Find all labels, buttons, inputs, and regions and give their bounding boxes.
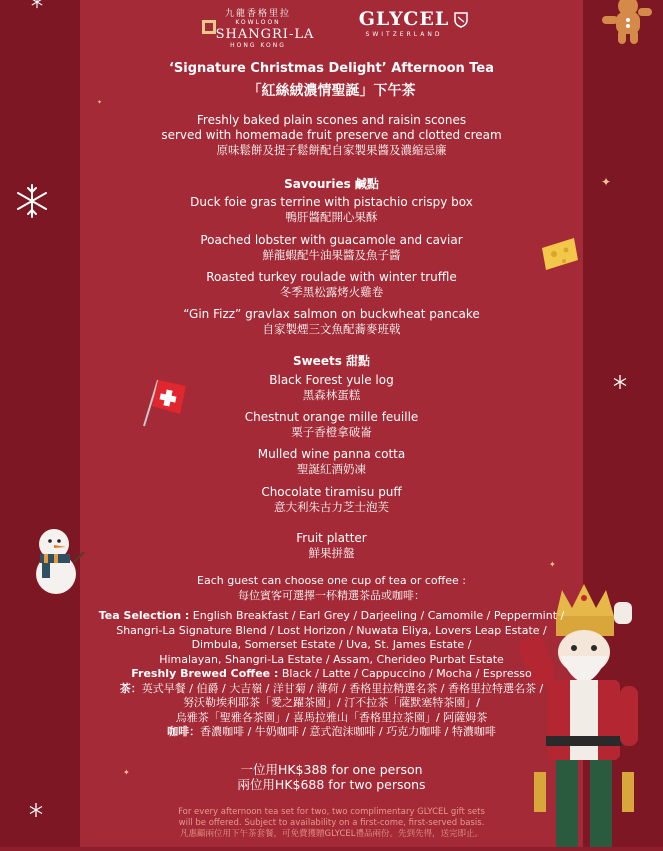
- glycel-switzerland: SWITZERLAND: [365, 31, 443, 38]
- coffee-selection-list: Black / Latte / Cappuccino / Mocha / Espresso: [278, 667, 532, 680]
- snowman-icon: [28, 524, 86, 600]
- snowflake-small-icon: [612, 374, 628, 394]
- savouries-heading: Savouries 鹹點: [284, 177, 379, 191]
- beverage-choice-note: [80, 574, 583, 603]
- sweet-item-chinese: 栗子香橙拿破崙: [291, 425, 372, 439]
- tea-selection-list: Dimbula, Somerset Estate / Uva, St. James Estate /: [191, 638, 472, 651]
- savoury-item: [80, 307, 583, 337]
- shangri-la-logo: [198, 6, 318, 49]
- sparkle-icon: ✦: [601, 175, 612, 189]
- price-info: [80, 762, 583, 792]
- gift-set-note-english-1: For every afternoon tea set for two, two complimentary GLYCEL gift sets: [178, 807, 485, 817]
- sweet-item: [80, 447, 583, 477]
- sweet-item-name: Mulled wine panna cotta: [257, 447, 406, 461]
- snowflake-top-icon: [30, 0, 44, 13]
- shangri-la-name: SHANGRI-LA: [215, 27, 315, 42]
- sweet-item: [80, 485, 583, 515]
- coffee-chinese-list: 香濃咖啡 / 牛奶咖啡 / 意式泡沫咖啡 / 巧克力咖啡 / 特濃咖啡: [200, 725, 496, 738]
- sweet-item: [80, 373, 583, 403]
- glycel-shield-icon: [454, 12, 468, 28]
- scones-line-2: served with homemade fruit preserve and clotted cream: [161, 128, 502, 142]
- gift-set-note: [80, 807, 583, 840]
- savoury-item-name: Duck foie gras terrine with pistachio crispy box: [190, 195, 473, 209]
- savoury-item: [80, 233, 583, 263]
- tea-selection-label: Tea Selection :: [98, 609, 190, 622]
- beverage-choice-english: Each guest can choose one cup of tea or coffee :: [197, 574, 466, 587]
- sweet-item-name: Chestnut orange mille feuille: [244, 410, 419, 424]
- coffee-chinese-label: 咖啡：: [167, 725, 201, 738]
- beverage-choice-chinese: 每位賓客可選擇一杯精選茶品或咖啡：: [238, 588, 425, 602]
- savoury-item-name: “Gin Fizz” gravlax salmon on buckwheat pancake: [183, 307, 480, 321]
- savoury-item: [80, 195, 583, 225]
- savoury-item-chinese: 冬季黑松露烤火雞卷: [279, 285, 384, 299]
- sweet-item-chinese: 黑森林蛋糕: [302, 388, 361, 402]
- savoury-item-chinese: 鮮龍蝦配牛油果醬及魚子醬: [262, 248, 401, 262]
- savoury-item-name: Poached lobster with guacamole and caviar: [200, 233, 463, 247]
- tea-chinese-list: 烏雅茶「聖雅各茶園」/ 喜馬拉雅山「香格里拉茶園」/ 阿薩姆茶: [175, 710, 488, 724]
- tea-chinese-list: 英式早餐 / 伯爵 / 大吉嶺 / 洋甘菊 / 薄荷 / 香格里拉精選名茶 / 香格里拉特選名茶 /: [141, 681, 544, 695]
- sweet-item: [80, 410, 583, 440]
- glycel-name: GLYCEL: [358, 8, 450, 30]
- menu-title-chinese: 「紅絲絨濃情聖誕」下午茶: [247, 83, 416, 99]
- scones-line-1: Freshly baked plain scones and raisin scones: [196, 113, 467, 127]
- tea-chinese-label: 茶：: [119, 681, 142, 695]
- price-one-person: 一位用HK$388 for one person: [240, 762, 423, 777]
- snowflake-bottom-icon: [28, 802, 44, 822]
- sweet-item-name: Black Forest yule log: [269, 373, 394, 387]
- shangri-la-chinese-name: 九龍香格里拉: [224, 9, 291, 19]
- price-two-persons: 兩位用HK$688 for two persons: [237, 777, 426, 792]
- savoury-item-chinese: 自家製煙三文魚配蕎麥班戟: [262, 322, 401, 336]
- menu-title-english: ‘Signature Christmas Delight’ Afternoon Tea: [168, 61, 495, 76]
- sweets-heading: Sweets 甜點: [292, 354, 371, 368]
- sparkle-icon: ✦: [549, 560, 556, 569]
- sweet-item-chinese: 鮮果拼盤: [308, 546, 355, 560]
- gingerbread-man-icon: [598, 0, 654, 50]
- savoury-item-chinese: 鴨肝醬配開心果酥: [285, 210, 378, 224]
- sparkle-icon: ✦: [97, 99, 103, 106]
- sweet-item: [80, 531, 583, 561]
- sweet-item-chinese: 聖誕紅酒奶凍: [297, 462, 366, 476]
- scones-chinese: 原味鬆餅及提子鬆餅配自家製果醬及濃縮忌廉: [216, 143, 447, 157]
- tea-coffee-selection: [80, 609, 583, 740]
- tea-chinese-list: 努沃勒埃利耶茶「愛之躍茶園」/ 汀不拉茶「薩默塞特茶園」/: [183, 696, 480, 709]
- scones-description: [80, 113, 583, 158]
- brand-logos: [80, 6, 583, 50]
- background-left: [0, 0, 80, 847]
- sweet-item-name: Fruit platter: [296, 531, 367, 545]
- coffee-selection-label: Freshly Brewed Coffee :: [131, 667, 279, 680]
- glycel-logo: [342, 8, 466, 38]
- savoury-item-name: Roasted turkey roulade with winter truffle: [206, 270, 457, 284]
- sparkle-icon: ✦: [123, 768, 130, 777]
- savoury-item: [80, 270, 583, 300]
- gift-set-note-chinese: 凡惠顧兩位用下午茶套餐，可免費獲贈GLYCEL禮品兩份。先到先得，送完即止。: [180, 829, 483, 839]
- sweet-item-chinese: 意大利朱古力芝士泡芙: [274, 500, 389, 514]
- tea-selection-list: English Breakfast / Earl Grey / Darjeeling / Camomile / Peppermint /: [189, 609, 565, 622]
- gift-set-note-english-2: will be offered. Subject to availability on a first-come, first-served basis.: [178, 818, 485, 828]
- snowflake-icon: [14, 183, 50, 223]
- sweet-item-name: Chocolate tiramisu puff: [261, 485, 402, 499]
- tea-selection-list: Himalayan, Shangri-La Estate / Assam, Cherideo Purbat Estate: [159, 652, 504, 666]
- shangri-la-kowloon: KOWLOON: [235, 19, 281, 26]
- tea-selection-list: Shangri-La Signature Blend / Lost Horizon / Nuwata Eliya, Lovers Leap Estate /: [116, 623, 547, 637]
- shangri-la-hong-kong: HONG KONG: [230, 42, 286, 49]
